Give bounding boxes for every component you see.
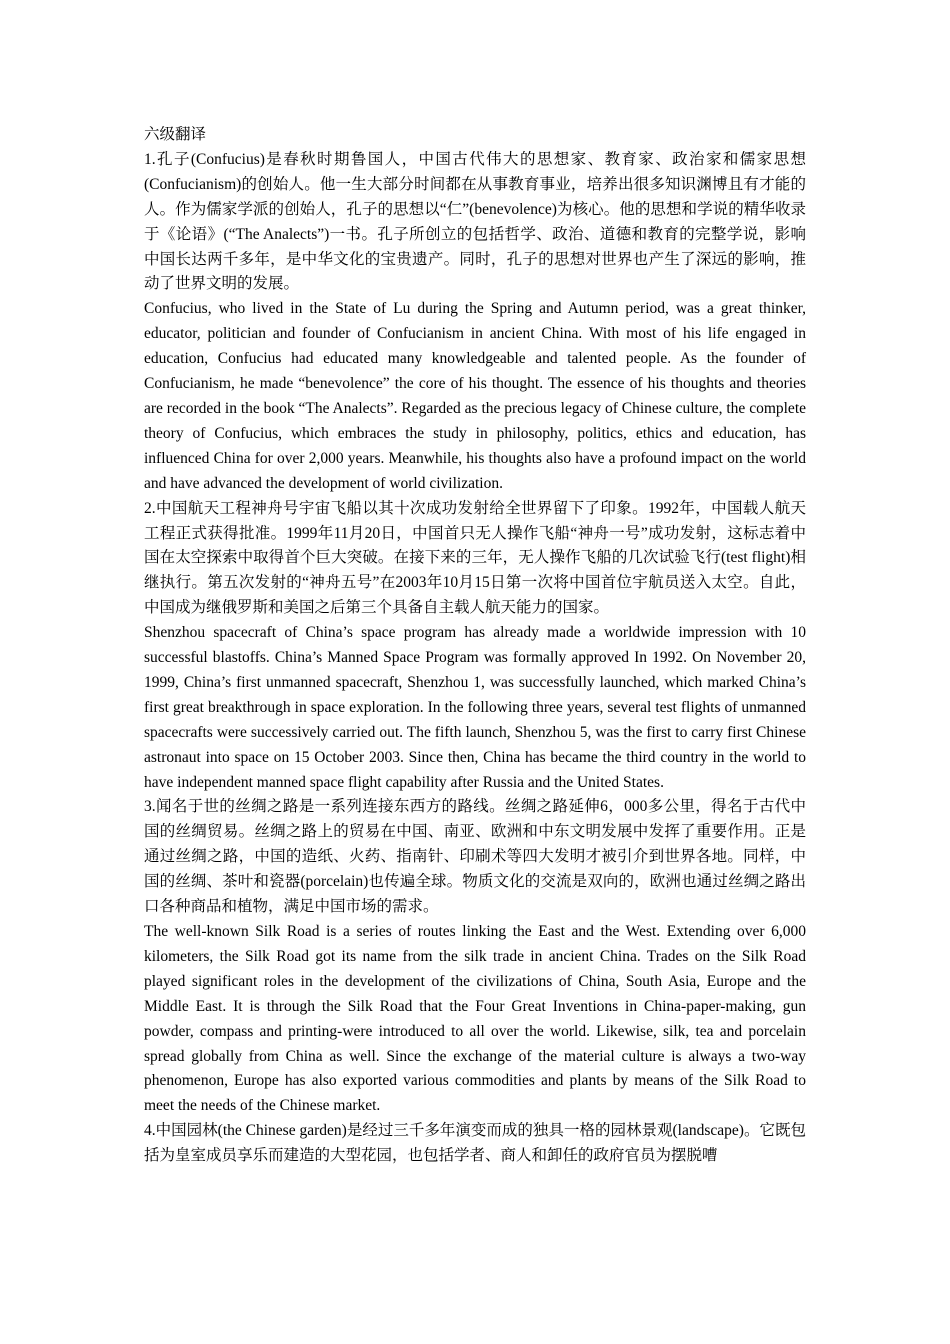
paragraph-chinese-garden-zh: 4.中国园林(the Chinese garden)是经过三千多年演变而成的独具一格的园林景观(landscape)。它既包括为皇室成员享乐而建造的大型花园，也包括学者、商人和卸任的政府官员为摆脱嘈 [144, 1122, 806, 1165]
paragraph-silk-road-en: The well-known Silk Road is a series of routes linking the East and the West. Extending over 6,000 kilometers, the Silk Road got its name from the silk trade in ancient China. Trades on the Silk Road played significant roles in the development of the civilizations of China, South Asia, Europe and the Middle East. It is through the Silk Road that the Four Great Inventions in China-paper-making, gun powder, compass and printing-were introduced to all over the world. Likewise, silk, tea and porcelain spread globally from China as well. Since the exchange of the material culture is always a two-way phenomenon, Europe has also exported various commodities and plants by means of the Silk Road to meet the needs of the Chinese market. [144, 923, 806, 1115]
paragraph-confucius-en: Confucius, who lived in the State of Lu during the Spring and Autumn period, was a great thinker, educator, politician and founder of Confucianism in ancient China. With most of his life engaged in education, Confucius had educated many knowledgeable and talented people. As the founder of Confucianism, he made “benevolence” the core of his thought. The essence of his thoughts and theories are recorded in the book “The Analects”. Regarded as the precious legacy of Chinese culture, the complete theory of Confucius, which embraces the study in philosophy, politics, ethics and education, has influenced China for over 2,000 years. Meanwhile, his thoughts also have a profound impact on the world and have advanced the development of world civilization. [144, 300, 806, 492]
document-page [144, 123, 806, 1169]
paragraph-shenzhou-en: Shenzhou spacecraft of China’s space program has already made a worldwide impression with 10 successful blastoffs. China’s Manned Space Program was formally approved In 1992. On November 20, 1999, China’s first unmanned spacecraft, Shenzhou 1, was successfully launched, which marked China’s first great breakthrough in space exploration. In the following three years, several test flights of unmanned spacecrafts were successively carried out. The fifth launch, Shenzhou 5, was the first to carry first Chinese astronaut into space on 15 October 2003. Since then, China has became the third country in the world to have independent manned space flight capability after Russia and the United States. [144, 624, 806, 791]
paragraph-confucius-zh: 1.孔子(Confucius)是春秋时期鲁国人，中国古代伟大的思想家、教育家、政治家和儒家思想(Confucianism)的创始人。他一生大部分时间都在从事教育事业，培养出很多知识渊博且有才能的人。作为儒家学派的创始人，孔子的思想以“仁”(benevolence)为核心。他的思想和学说的精华收录于《论语》(“The Analects”)一书。孔子所创立的包括哲学、政治、道德和教育的完整学说，影响中国长达两千多年，是中华文化的宝贵遗产。同时，孔子的思想对世界也产生了深远的影响，推动了世界文明的发展。 [144, 150, 806, 293]
document-title: 六级翻译 [144, 126, 207, 143]
paragraph-silk-road-zh: 3.闻名于世的丝绸之路是一系列连接东西方的路线。丝绸之路延伸6，000多公里，得名于古代中国的丝绸贸易。丝绸之路上的贸易在中国、南亚、欧洲和中东文明发展中发挥了重要作用。正是通过丝绸之路，中国的造纸、火药、指南针、印刷术等四大发明才被引介到世界各地。同样，中国的丝绸、茶叶和瓷器(porcelain)也传遍全球。物质文化的交流是双向的，欧洲也通过丝绸之路出口各种商品和植物，满足中国市场的需求。 [144, 798, 806, 916]
paragraph-shenzhou-zh: 2.中国航天工程神舟号宇宙飞船以其十次成功发射给全世界留下了印象。1992年，中国载人航天工程正式获得批准。1999年11月20日，中国首只无人操作飞船“神舟一号”成功发射，这标志着中国在太空探索中取得首个巨大突破。在接下来的三年，无人操作飞船的几次试验飞行(test flight)相继执行。第五次发射的“神舟五号”在2003年10月15日第一次将中国首位宇航员送入太空。自此，中国成为继俄罗斯和美国之后第三个具备自主载人航天能力的国家。 [144, 499, 806, 617]
